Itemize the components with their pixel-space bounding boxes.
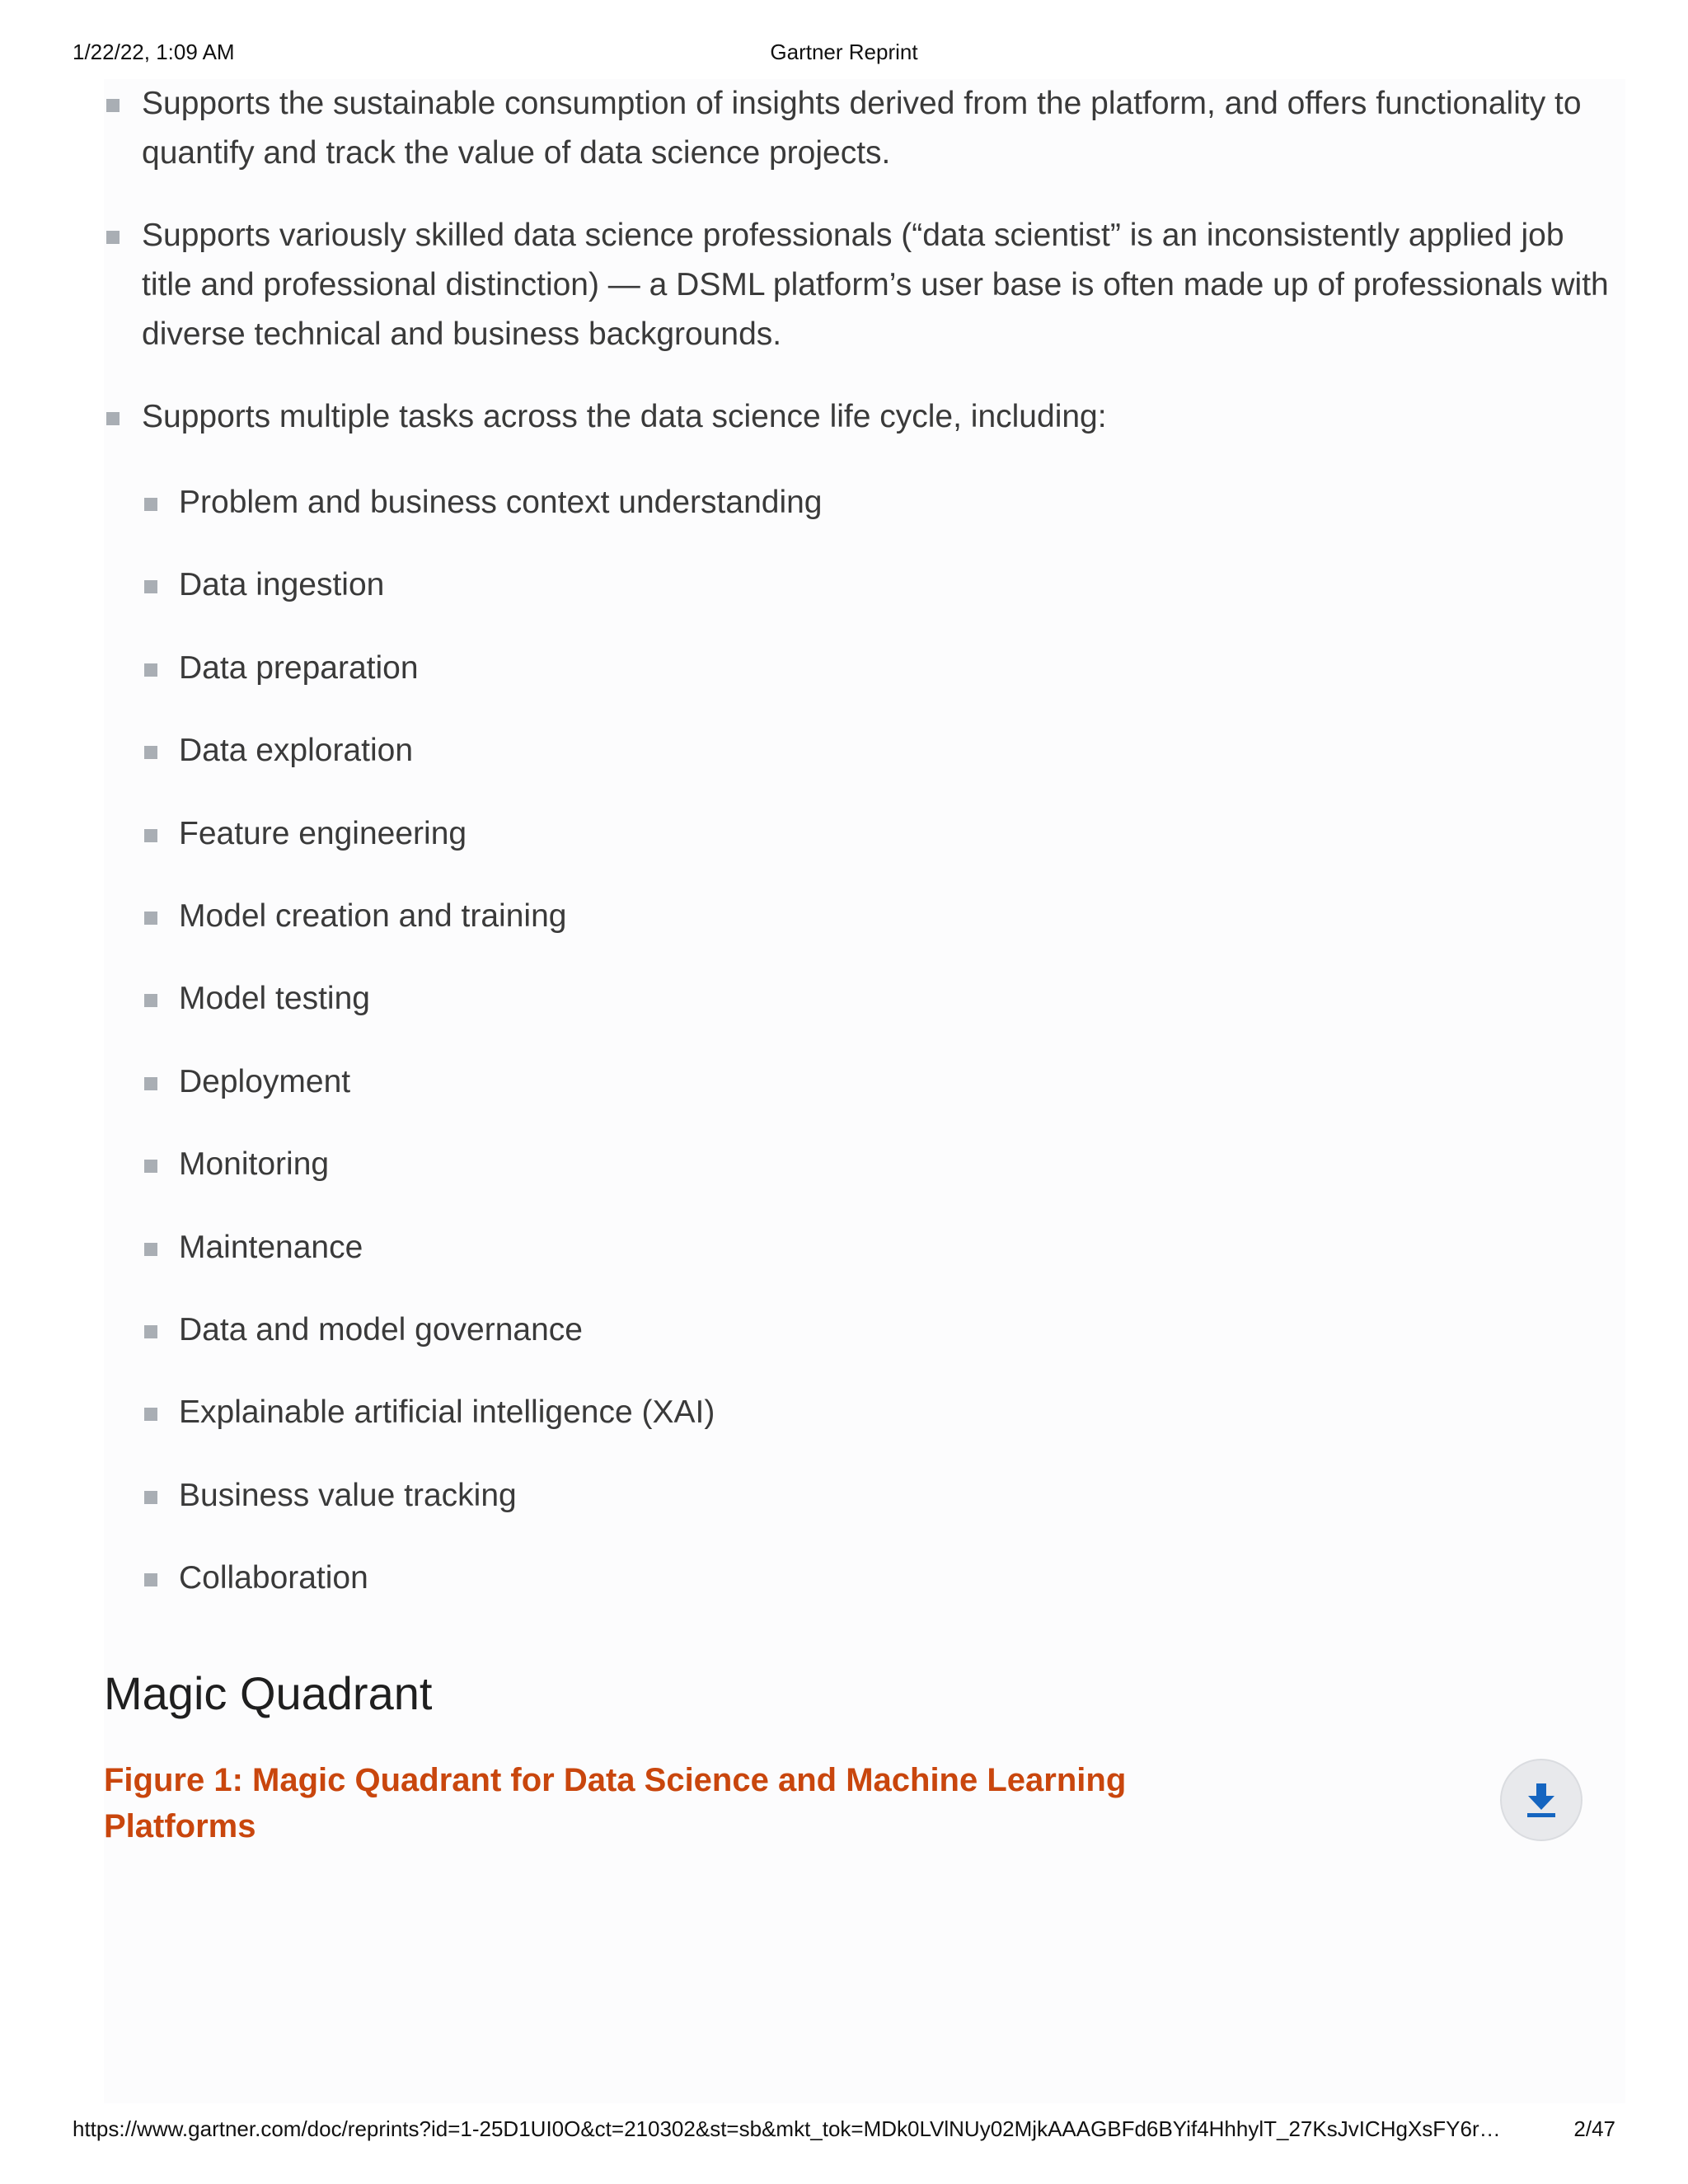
print-datetime: 1/22/22, 1:09 AM [73,40,235,64]
sub-bullet-text: Maintenance [179,1229,363,1265]
print-url: https://www.gartner.com/doc/reprints?id=1-25D1UI0O&ct=210302&st=sb&mkt_tok=MDk0LVlNUy02MjkAAAGBFd6BYif4HhhylT_27KsJvICHgXsFY6r… [73,2116,1501,2141]
square-bullet-icon [144,1573,157,1586]
sub-bullet-item [142,726,823,776]
bullet-list [104,79,1612,475]
sub-bullet-text: Data preparation [179,649,419,686]
sub-bullet-item [142,1471,823,1521]
figure-title-link[interactable]: Figure 1: Magic Quadrant for Data Science and Machine Learning Platforms [104,1762,1127,1844]
square-bullet-icon [144,1325,157,1338]
square-bullet-icon [106,412,120,425]
download-icon [1525,1782,1558,1818]
sub-bullet-text: Problem and business context understanding [179,485,823,520]
bullet-item [104,211,1612,359]
sub-bullet-text: Deployment [179,1063,351,1099]
bullet-text: Supports variously skilled data science professionals (“data scientist” is an inconsistently applied job title and professional distinction) — a DSML platform’s user base is often made up of professionals with diverse technical and business backgrounds. [142,218,1609,352]
sub-bullet-text: Feature engineering [179,815,467,851]
sub-bullet-item [142,809,823,859]
section-heading: Magic Quadrant [104,1667,433,1719]
sub-bullet-item [142,974,823,1024]
square-bullet-icon [106,231,120,244]
sub-bullet-text: Explainable artificial intelligence (XAI) [179,1394,715,1431]
square-bullet-icon [144,1077,157,1090]
bullet-text: Supports the sustainable consumption of insights derived from the platform, and offers functionality to quantify and track the value of data science projects. [142,86,1582,171]
sub-bullet-item [142,560,823,610]
sub-bullet-list [142,478,823,1636]
sub-bullet-text: Data and model governance [179,1311,583,1347]
square-bullet-icon [144,663,157,677]
sub-bullet-item [142,892,823,941]
sub-bullet-text: Collaboration [179,1560,368,1596]
sub-bullet-item [142,1057,823,1107]
download-button[interactable] [1500,1759,1582,1841]
sub-bullet-item [142,1554,823,1603]
square-bullet-icon [106,99,120,112]
square-bullet-icon [144,1160,157,1173]
sub-bullet-text: Data exploration [179,733,414,769]
print-header [73,40,1615,66]
sub-bullet-text: Data ingestion [179,567,385,603]
bullet-text: Supports multiple tasks across the data science life cycle, including: [142,399,1107,434]
sub-bullet-text: Model testing [179,981,370,1017]
print-footer [73,2116,1615,2143]
square-bullet-icon [144,994,157,1007]
sub-bullet-text: Monitoring [179,1146,330,1183]
sub-bullet-item [142,1388,823,1437]
sub-bullet-text: Model creation and training [179,898,567,934]
bullet-item [104,392,1612,442]
sub-bullet-item [142,478,823,527]
bullet-item [104,79,1612,178]
sub-bullet-item [142,1305,823,1355]
square-bullet-icon [144,1408,157,1421]
sub-bullet-item [142,1223,823,1272]
square-bullet-icon [144,746,157,759]
page-number: 2/47 [1573,2116,1615,2141]
square-bullet-icon [144,498,157,511]
square-bullet-icon [144,829,157,842]
sub-bullet-text: Business value tracking [179,1477,517,1513]
square-bullet-icon [144,1491,157,1504]
sub-bullet-item [142,644,823,693]
print-title: Gartner Reprint [770,40,918,64]
sub-bullet-item [142,1140,823,1189]
square-bullet-icon [144,912,157,925]
square-bullet-icon [144,1243,157,1256]
square-bullet-icon [144,580,157,593]
